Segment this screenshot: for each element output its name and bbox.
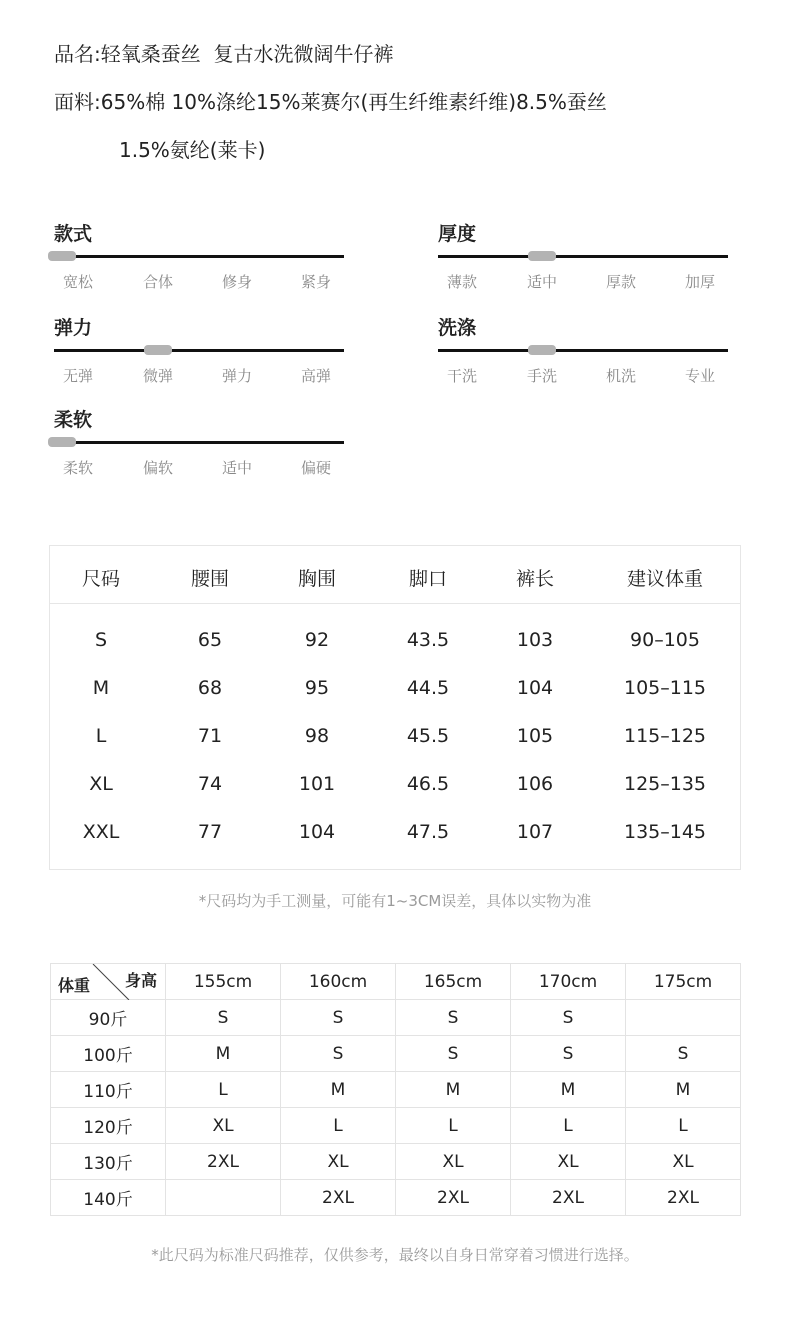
fabric-label: 面料: <box>54 90 101 114</box>
attribute-option: 无弹 <box>62 367 93 385</box>
attribute-title: 柔软 <box>54 409 93 431</box>
attribute-options <box>54 365 344 385</box>
attribute-scale-line <box>54 255 344 258</box>
size-table-cell: L <box>95 725 107 747</box>
recommended-size-cell: M <box>626 1072 741 1108</box>
recommended-size-cell: XL <box>281 1144 396 1180</box>
size-table-header <box>50 546 740 604</box>
fabric-value-line1: 65%棉 10%涤纶15%莱赛尔(再生纤维素纤维)8.5%蚕丝 <box>100 90 607 114</box>
recommend-row <box>51 1036 741 1072</box>
recommended-size-cell: S <box>396 1036 511 1072</box>
attribute-title: 厚度 <box>438 223 477 245</box>
attribute-options <box>438 365 728 385</box>
recommended-size-cell: M <box>166 1036 281 1072</box>
recommended-size-cell: S <box>511 1036 626 1072</box>
product-name-label: 品名: <box>54 42 101 66</box>
recommended-size-cell: L <box>511 1108 626 1144</box>
size-table-cell: 77 <box>197 821 223 843</box>
height-header-cell: 175cm <box>626 964 741 1000</box>
recommended-size-cell <box>626 1000 741 1036</box>
attribute-option: 偏硬 <box>300 459 331 477</box>
height-header-cell: 165cm <box>396 964 511 1000</box>
recommended-size-cell: XL <box>396 1144 511 1180</box>
attribute-scale-line <box>438 349 728 352</box>
size-table-cell: 98 <box>304 725 330 747</box>
recommended-size-cell: L <box>396 1108 511 1144</box>
recommended-size-cell: 2XL <box>511 1180 626 1216</box>
size-table-cell: 107 <box>516 821 554 843</box>
size-table-cell: 44.5 <box>406 677 450 699</box>
recommend-row <box>51 1144 741 1180</box>
recommended-size-cell: 2XL <box>396 1180 511 1216</box>
size-table-note: *尺码均为手工测量，可能有1~3CM误差，具体以实物为准 <box>198 892 592 910</box>
corner-cell <box>51 964 166 1000</box>
recommend-row <box>51 1180 741 1216</box>
attribute-scale <box>438 222 728 291</box>
attribute-option: 柔软 <box>62 459 93 477</box>
weight-cell: 100斤 <box>51 1036 166 1072</box>
product-name-value: 轻氧桑蚕丝 复古水洗微阔牛仔裤 <box>100 42 394 66</box>
size-table-cell: 43.5 <box>406 629 450 651</box>
weight-cell: 130斤 <box>51 1144 166 1180</box>
size-header-cell: 建议体重 <box>626 568 703 590</box>
recommend-row <box>51 1000 741 1036</box>
size-table-cell: 105 <box>516 725 554 747</box>
recommended-size-cell: S <box>396 1000 511 1036</box>
attribute-option: 微弹 <box>142 367 173 385</box>
attribute-option: 加厚 <box>684 273 715 291</box>
size-table-cell: 115–125 <box>623 725 707 747</box>
attribute-option: 手洗 <box>526 367 557 385</box>
attribute-option: 薄款 <box>446 273 477 291</box>
size-table-cell: 46.5 <box>406 773 450 795</box>
corner-height-label: 身高 <box>124 971 157 990</box>
size-table-cell: 68 <box>197 677 223 699</box>
recommend-row <box>51 1072 741 1108</box>
attribute-option: 紧身 <box>300 273 331 291</box>
recommended-size-cell: M <box>281 1072 396 1108</box>
recommended-size-cell: S <box>626 1036 741 1072</box>
size-table-cell: 104 <box>298 821 336 843</box>
recommended-size-cell: M <box>396 1072 511 1108</box>
attribute-indicator <box>48 251 76 261</box>
recommended-size-cell: S <box>281 1036 396 1072</box>
recommended-size-cell: XL <box>166 1108 281 1144</box>
attribute-title: 洗涤 <box>438 317 477 339</box>
size-table-cell: 95 <box>304 677 330 699</box>
height-header-cell: 170cm <box>511 964 626 1000</box>
attribute-indicator <box>528 251 556 261</box>
attribute-scale-line <box>54 441 344 444</box>
attribute-options <box>54 457 344 477</box>
recommended-size-cell: S <box>511 1000 626 1036</box>
recommend-header-row <box>51 964 741 1000</box>
height-header-cell: 160cm <box>281 964 396 1000</box>
recommended-size-cell: 2XL <box>281 1180 396 1216</box>
fabric-value-line2: 1.5%氨纶(莱卡) <box>119 138 266 162</box>
size-table-cell: 65 <box>197 629 223 651</box>
attribute-option: 弹力 <box>221 367 252 385</box>
attribute-indicator <box>528 345 556 355</box>
attribute-indicator <box>48 437 76 447</box>
size-header-cell: 腰围 <box>190 568 229 590</box>
size-table-cell: XXL <box>82 821 120 843</box>
recommend-row <box>51 1108 741 1144</box>
attribute-title: 弹力 <box>54 317 93 339</box>
attribute-indicator <box>144 345 172 355</box>
size-table-cell: 106 <box>516 773 554 795</box>
size-table-cell: 101 <box>298 773 336 795</box>
fabric-line <box>54 86 607 115</box>
height-header-cell: 155cm <box>166 964 281 1000</box>
attribute-option: 机洗 <box>605 367 636 385</box>
product-name-line <box>54 38 393 67</box>
size-table-cell: 45.5 <box>406 725 450 747</box>
size-recommend-table <box>50 963 741 1216</box>
attribute-option: 宽松 <box>62 273 93 291</box>
attribute-scale <box>438 316 728 385</box>
attribute-scale <box>54 316 344 385</box>
attribute-option: 高弹 <box>300 367 331 385</box>
size-table-cell: 135–145 <box>623 821 707 843</box>
recommended-size-cell: 2XL <box>166 1144 281 1180</box>
size-table-cell: 74 <box>197 773 223 795</box>
size-header-cell: 裤长 <box>515 568 554 590</box>
attribute-scale <box>54 408 344 477</box>
recommend-table-note: *此尺码为标准尺码推荐，仅供参考，最终以自身日常穿着习惯进行选择。 <box>151 1246 639 1264</box>
size-table-cell: M <box>92 677 110 699</box>
weight-cell: 120斤 <box>51 1108 166 1144</box>
attribute-option: 专业 <box>684 367 715 385</box>
attribute-option: 合体 <box>142 273 173 291</box>
size-table-cell: 104 <box>516 677 554 699</box>
size-table-cell: 71 <box>197 725 223 747</box>
attribute-scale-line <box>54 349 344 352</box>
weight-cell: 140斤 <box>51 1180 166 1216</box>
size-table-cell: S <box>94 629 108 651</box>
size-table-cell: 92 <box>304 629 330 651</box>
size-table-cell: XL <box>89 773 113 795</box>
recommended-size-cell: S <box>281 1000 396 1036</box>
size-table-cell: 103 <box>516 629 554 651</box>
recommended-size-cell: M <box>511 1072 626 1108</box>
size-table-cell: 125–135 <box>623 773 707 795</box>
attribute-option: 偏软 <box>142 459 173 477</box>
size-header-cell: 尺码 <box>81 568 120 590</box>
recommended-size-cell: 2XL <box>626 1180 741 1216</box>
size-table-cell: 47.5 <box>406 821 450 843</box>
size-table-cell: 105–115 <box>623 677 707 699</box>
attribute-option: 干洗 <box>446 367 477 385</box>
corner-weight-label: 体重 <box>58 976 91 995</box>
attribute-option: 厚款 <box>605 273 636 291</box>
attribute-scale <box>54 222 344 291</box>
recommended-size-cell: XL <box>511 1144 626 1180</box>
attribute-options <box>54 271 344 291</box>
recommended-size-cell: S <box>166 1000 281 1036</box>
fabric-line-2 <box>119 134 265 163</box>
recommended-size-cell: L <box>166 1072 281 1108</box>
size-header-cell: 胸围 <box>297 568 336 590</box>
recommended-size-cell: L <box>281 1108 396 1144</box>
attribute-option: 适中 <box>221 459 252 477</box>
weight-cell: 90斤 <box>51 1000 166 1036</box>
weight-cell: 110斤 <box>51 1072 166 1108</box>
recommended-size-cell <box>166 1180 281 1216</box>
recommended-size-cell: L <box>626 1108 741 1144</box>
attribute-option: 适中 <box>526 273 557 291</box>
size-table-cell: 90–105 <box>630 629 700 651</box>
attribute-title: 款式 <box>54 223 93 245</box>
size-table <box>49 545 741 870</box>
recommended-size-cell: XL <box>626 1144 741 1180</box>
attribute-scale-line <box>438 255 728 258</box>
attribute-option: 修身 <box>221 273 252 291</box>
size-header-cell: 脚口 <box>408 568 447 590</box>
attribute-options <box>438 271 728 291</box>
